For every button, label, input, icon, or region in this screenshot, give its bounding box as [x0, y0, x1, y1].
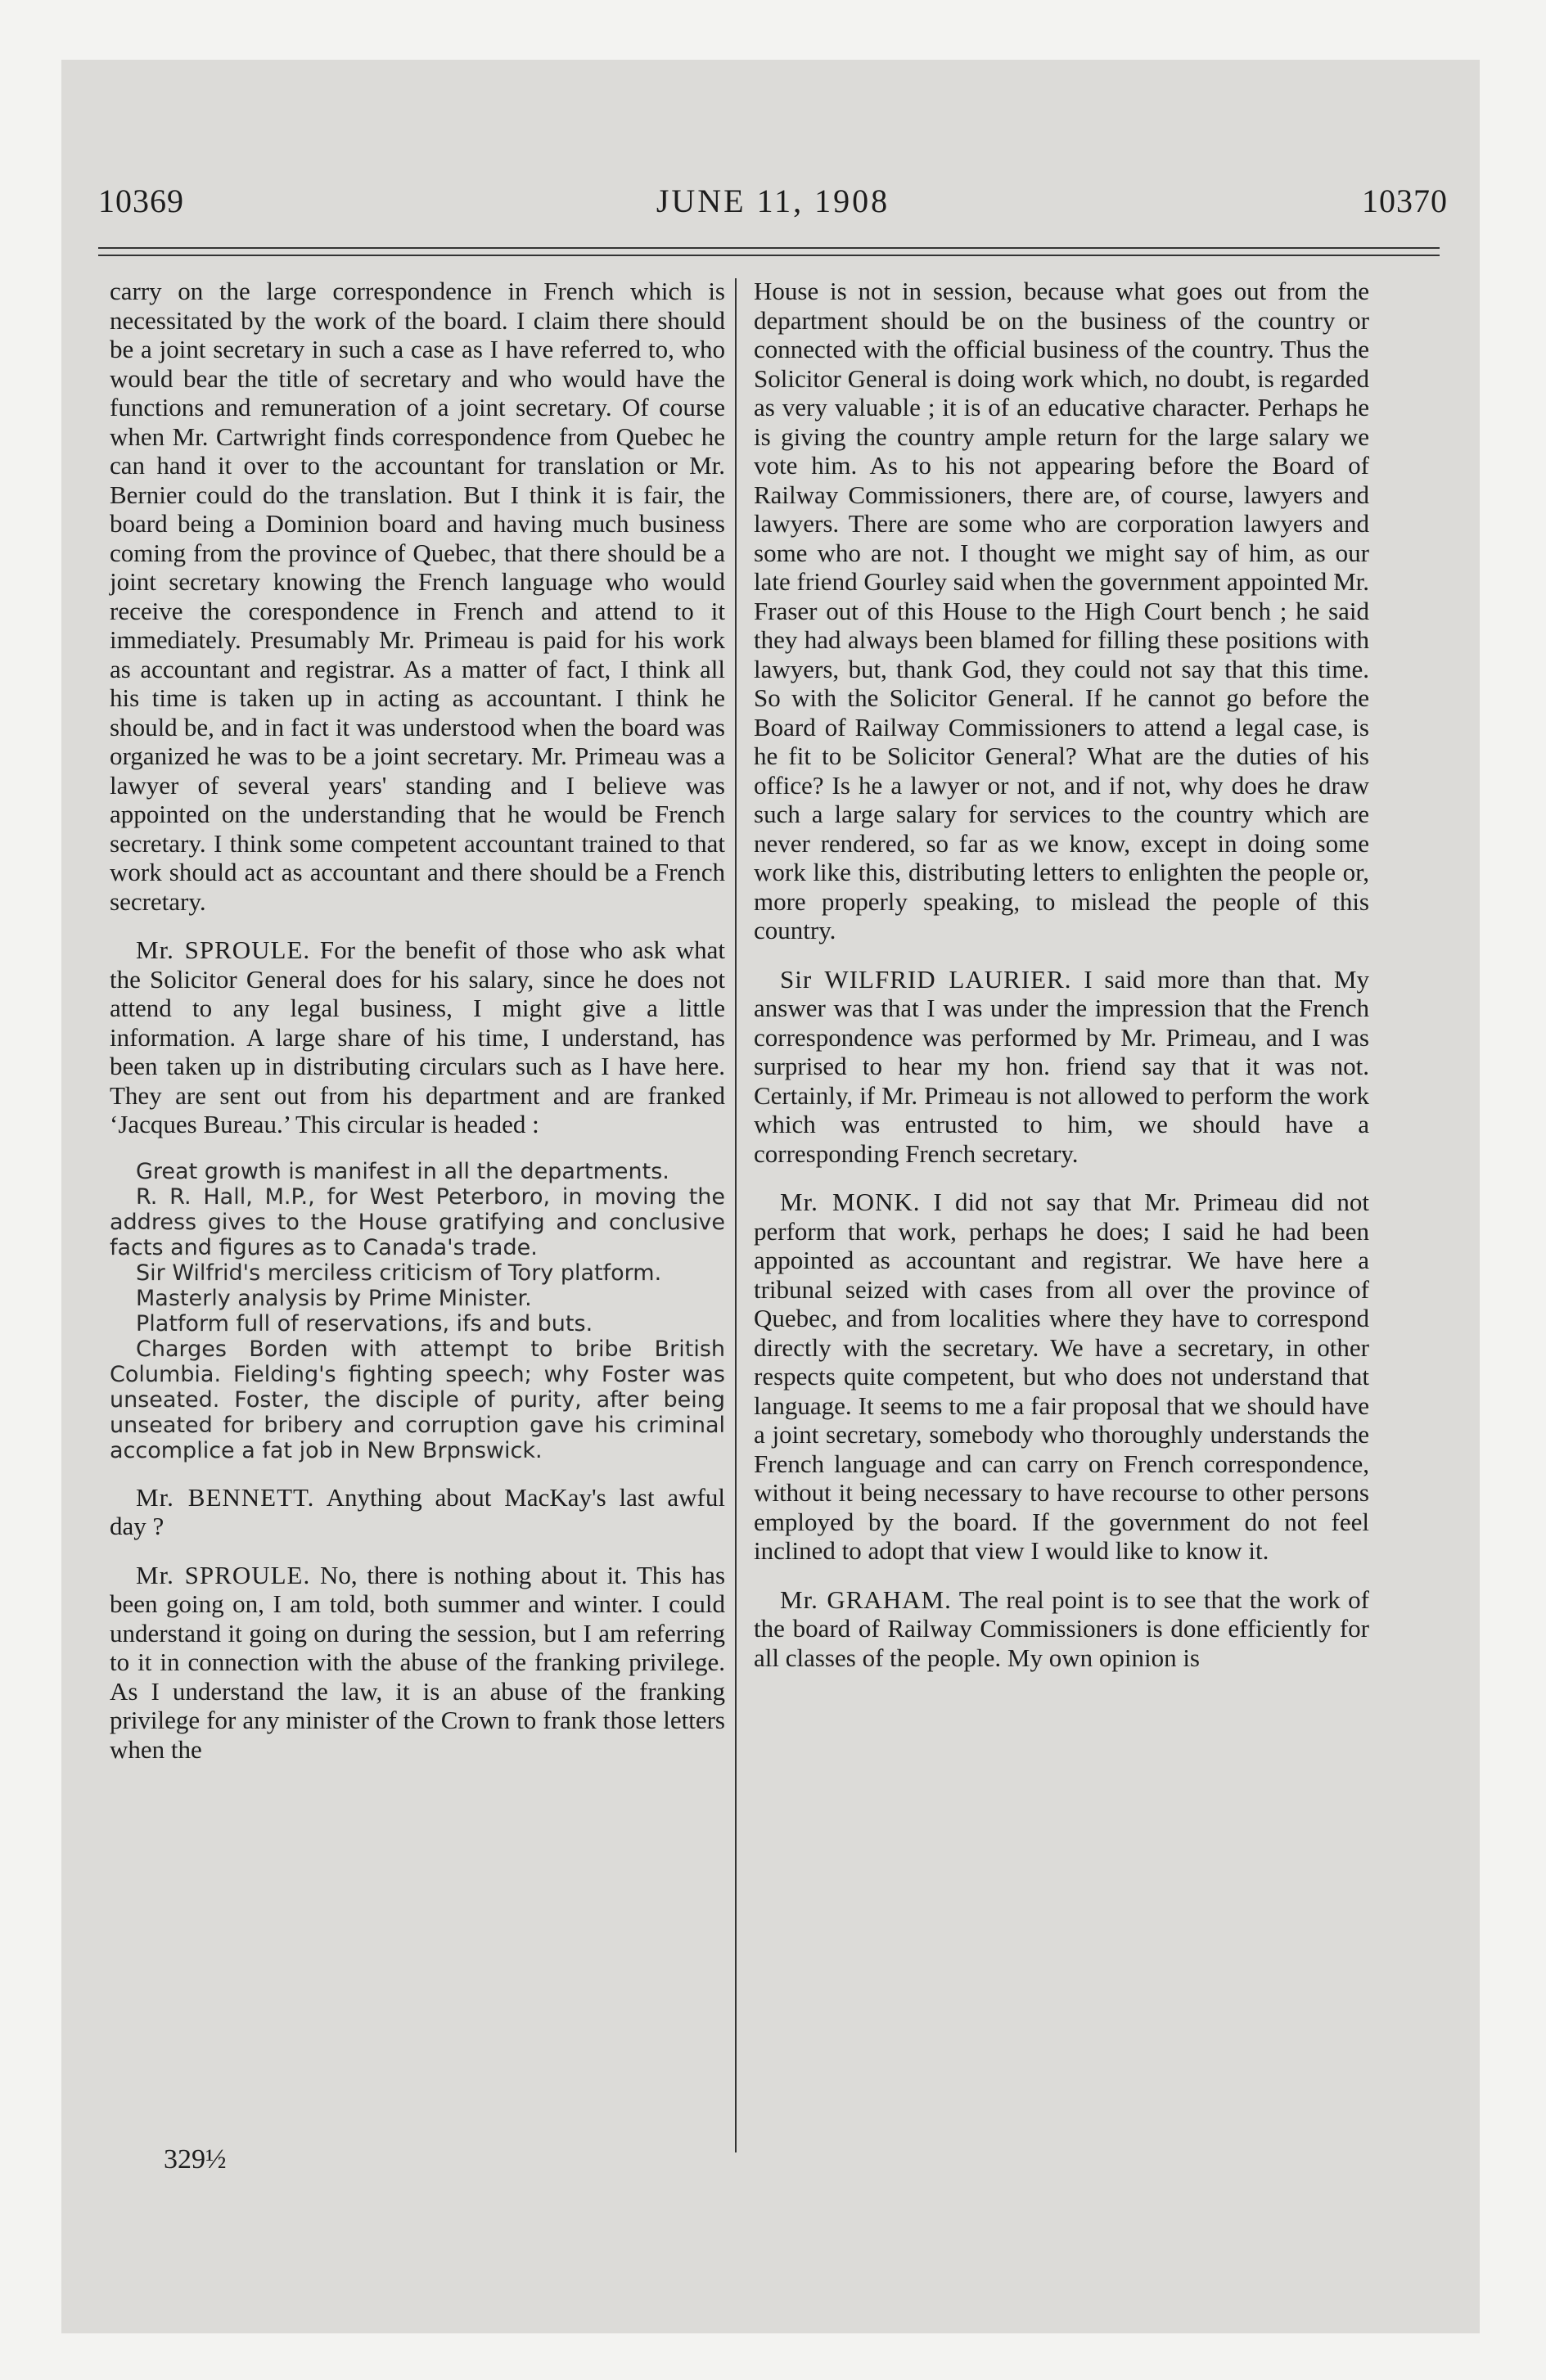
right-column: [754, 277, 1369, 1672]
quote-line: Platform full of reservations, ifs and buts.: [136, 1310, 593, 1336]
header-rule-bottom: [98, 255, 1440, 256]
speech-sproule-2: [110, 1561, 725, 1765]
header-date: JUNE 11, 1908: [656, 183, 890, 219]
speaker-name: Sir WILFRID LAURIER.: [780, 964, 1072, 994]
quote-line: R. R. Hall, M.P., for West Peterboro, in moving the address gives to the House gratifying and conclusive facts and figures as to Canada's trade.: [110, 1183, 725, 1260]
speech-monk: [754, 1188, 1369, 1566]
left-page-number: 10369: [98, 183, 184, 219]
speech-sproule-1: [110, 935, 725, 1139]
speech-text: I said more than that. My answer was that I was under the impression that the French correspondence was performed by Mr. Primeau, and I was surprised to hear my hon. friend say that it was not. Certainly, if Mr. Primeau is not allowed to perform the work which was entrusted to him, we should have a corresponding French secretary.: [754, 964, 1369, 1168]
speech-text: Anything about MacKay's last awful day ?: [110, 1482, 725, 1540]
quote-line: Great growth is manifest in all the departments.: [136, 1158, 669, 1184]
speech-text: I did not say that Mr. Primeau did not perform that work, perhaps he does; I said he had been appointed as accountant and registrar. We have here a tribunal seized with cases from all over the province of Quebec, and from localities where they have to correspond directly with the secretary. We have a secretary, in other respects quite competent, but who does not understand that language. It seems to me a fair proposal that we should have a joint secretary, somebody who thoroughly understands the French language and can carry on French correspondence, without it being necessary to have recourse to other persons employed by the board. If the government do not feel inclined to adopt that view I would like to know it.: [754, 1188, 1369, 1565]
speaker-name: Mr. BENNETT.: [136, 1482, 315, 1512]
circular-quote: [110, 1159, 725, 1463]
left-column: [110, 277, 725, 1764]
speaker-name: Mr. MONK.: [780, 1188, 921, 1216]
speech-text: For the benefit of those who ask what the Solicitor General does for his salary, since he does not attend to any legal business, I might give a little information. A large share of his time, I understand, has been taken up in distributing circulars such as I have here. They are sent out from his department and are franked ‘Jacques Bureau.’ This circular is headed :: [110, 935, 726, 1138]
speaker-name: Mr. SPROULE.: [136, 1560, 311, 1589]
page-header: [98, 182, 1448, 231]
speech-bennett: [110, 1483, 725, 1541]
paragraph: carry on the large correspondence in French which is necessitated by the work of the board. I claim there should be a joint secretary in such a case as I have referred to, who would bear the title of secretary and who would have the functions and remuneration of a joint secretary. Of course when Mr. Cartwright finds correspondence from Quebec he can hand it over to the accountant for translation or Mr. Bernier could do the translation. But I think it is fair, the board being a Dominion board and having much business coming from the province of Quebec, that there should be a joint secretary knowing the French language who would receive the corespondence in French and attend to it immediately. Presumably Mr. Primeau is paid for his work as accountant and registrar. As a matter of fact, I think all his time is taken up in acting as accountant. I think he should be, and in fact it was understood when the board was organized he was to be a joint secretary. Mr. Primeau was a lawyer of several years' standing and I believe was appointed on the understanding that he would be French secretary. I think some competent accountant trained to that work should act as accountant and there should be a French secretary.: [110, 277, 725, 916]
signature-mark: 329½: [164, 2144, 227, 2175]
speaker-name: Mr. SPROULE.: [136, 935, 311, 964]
quote-line: Sir Wilfrid's merciless criticism of Tory platform.: [136, 1260, 662, 1286]
paragraph: House is not in session, because what goes out from the department should be on the business of the country or connected with the official business of the country. Thus the Solicitor General is doing work which, no doubt, is regarded as very valuable ; it is of an educative character. Perhaps he is giving the country ample return for the large salary we vote him. As to his not appearing before the Board of Railway Commissioners, there are, of course, lawyers and lawyers. There are some who are corporation lawyers and some who are not. I thought we might say of him, as our late friend Gourley said when the government appointed Mr. Fraser out of this House to the High Court bench ; he said they had always been blamed for filling these positions with lawyers, but, thank God, they could not say that this time. So with the Solicitor General. If he cannot go before the Board of Railway Commissioners to attend a legal case, is he fit to be Solicitor General? What are the duties of his office? Is he a lawyer or not, and if not, why does he draw such a large salary for services to the country which are never rendered, so far as we know, except in doing some work like this, distributing letters to enlighten the people or, more properly speaking, to mislead the people of this country.: [754, 277, 1369, 944]
quote-line: Charges Borden with attempt to bribe British Columbia. Fielding's fighting speech; why Foster was unseated. Foster, the disciple of purity, after being unseated for bribery and corruption gave his criminal accomplice a fat job in New Brpnswick.: [110, 1336, 725, 1463]
speech-graham: [754, 1585, 1369, 1673]
speech-text: The real point is to see that the work of the board of Railway Commissioners is done efficiently for all classes of the people. My own opinion is: [754, 1584, 1370, 1672]
column-divider: [735, 278, 737, 2152]
right-page-number: 10370: [1362, 183, 1448, 219]
speaker-name: Mr. GRAHAM.: [780, 1584, 952, 1614]
speech-text: No, there is nothing about it. This has been going on, I am told, both summer and winter. I could understand it going on during the session, but I am referring to it in connection with the abuse of the franking privilege. As I understand the law, it is an abuse of the franking privilege for any minister of the Crown to frank those letters when the: [110, 1560, 726, 1764]
speech-laurier: [754, 965, 1369, 1169]
quote-line: Masterly analysis by Prime Minister.: [136, 1285, 532, 1311]
header-rule-top: [98, 247, 1440, 249]
